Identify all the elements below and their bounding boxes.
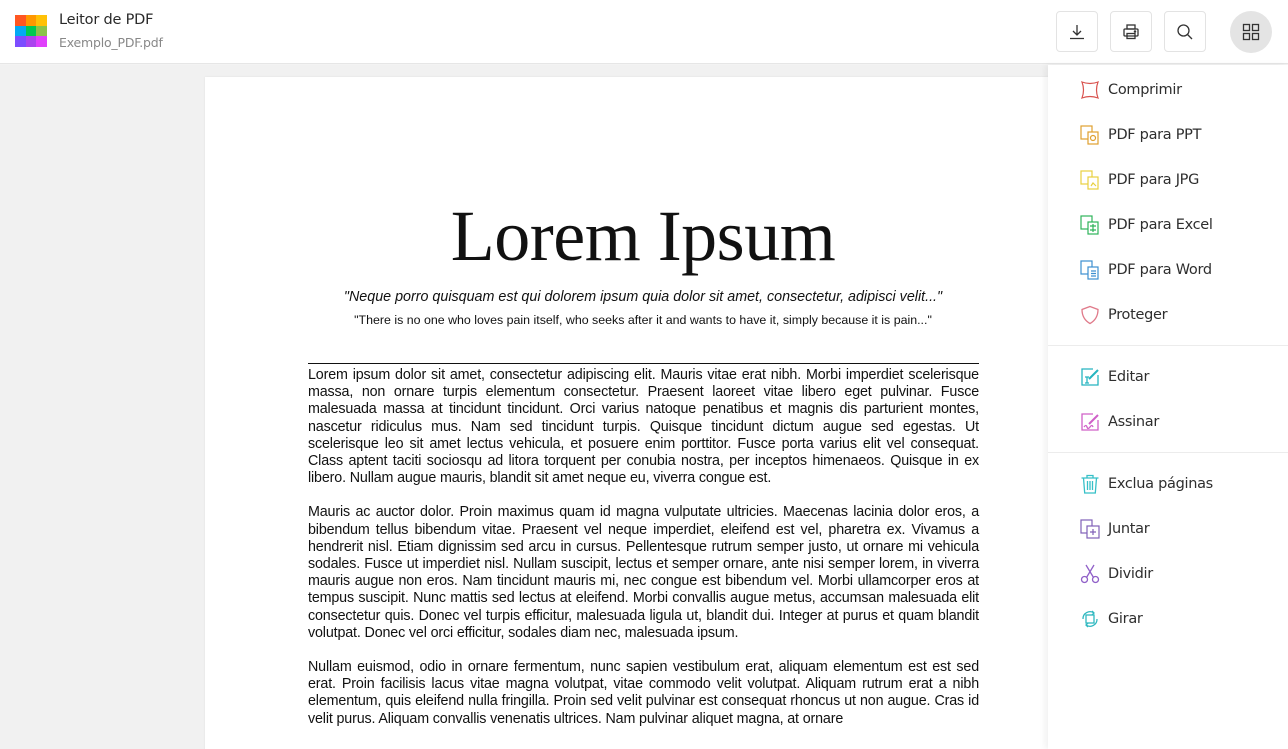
search-button[interactable] xyxy=(1164,11,1206,52)
trash-icon xyxy=(1079,473,1101,495)
app-header xyxy=(0,0,1288,64)
pdf-to-excel-icon xyxy=(1079,214,1101,236)
menu-item-protect[interactable]: Proteger xyxy=(1048,292,1288,337)
menu-item-split[interactable]: Dividir xyxy=(1048,551,1288,596)
logo-tile xyxy=(36,36,47,47)
horizontal-rule xyxy=(308,363,979,364)
sign-icon xyxy=(1079,411,1101,433)
app-logo-icon xyxy=(15,15,47,47)
tools-panel xyxy=(1048,65,1288,749)
download-button[interactable] xyxy=(1056,11,1098,52)
menu-item-merge[interactable]: Juntar xyxy=(1048,506,1288,551)
menu-group-pages xyxy=(1048,453,1288,649)
menu-item-rotate[interactable]: Girar xyxy=(1048,596,1288,641)
apps-menu-button[interactable] xyxy=(1230,11,1272,53)
search-icon xyxy=(1176,23,1194,41)
logo-tile xyxy=(15,26,26,37)
logo-tile xyxy=(15,36,26,47)
pdf-to-word-icon xyxy=(1079,259,1101,281)
menu-item-edit[interactable]: Editar xyxy=(1048,354,1288,399)
grid-icon xyxy=(1242,23,1260,41)
compress-icon xyxy=(1079,79,1101,101)
download-icon xyxy=(1068,23,1086,41)
logo-tile xyxy=(36,15,47,26)
merge-icon xyxy=(1079,518,1101,540)
document-body xyxy=(308,367,979,745)
rotate-icon xyxy=(1079,608,1101,630)
menu-item-sign[interactable]: Assinar xyxy=(1048,399,1288,444)
menu-group-convert xyxy=(1048,65,1288,346)
paragraph: Mauris ac auctor dolor. Proin maximus quam id magna vulputate ultricies. Maecenas lacinia dolor eros, a bibendum tellus bibendum vitae. Praesent vel neque imperdiet, eleifend est vel, pharetra ex. Vivamus a hendrerit nisl. Etiam dignissim sed arcu in cursus. Pellentesque rutrum semper justo, ut ornare mi vehicula sodales. Fusce ut imperdiet nisl. Nullam suscipit, lectus et semper ornare, ante nisi semper lorem, in viverra mauris augue non eros. Nam tincidunt mauris mi, nec congue est bibendum vel. Morbi ullamcorper eros at tempus suscipit. Nunc mattis sed lectus at eleifend. Morbi convallis augue metus, accumsan malesuada elit consectetur quis. Donec vel turpis efficitur, malesuada ligula ut, blandit dui. Integer at purus et quam blandit volutpat. Donec vel orci efficitur, sodales diam nec, malesuada ipsum. xyxy=(308,504,979,641)
menu-group-edit xyxy=(1048,346,1288,453)
shield-icon xyxy=(1079,304,1101,326)
edit-icon xyxy=(1079,366,1101,388)
document-title: Lorem Ipsum xyxy=(450,196,836,276)
menu-item-pdf-to-ppt[interactable]: PDF para PPT xyxy=(1048,112,1288,157)
menu-item-compress[interactable]: Comprimir xyxy=(1048,67,1288,112)
logo-tile xyxy=(26,26,37,37)
printer-icon xyxy=(1122,23,1140,41)
logo-tile xyxy=(36,26,47,37)
quote-english: "There is no one who loves pain itself, who seeks after it and wants to have it, simply because it is pain..." xyxy=(354,313,932,327)
menu-item-delete-pages[interactable]: Exclua páginas xyxy=(1048,461,1288,506)
logo-tile xyxy=(15,15,26,26)
app-title: Leitor de PDF xyxy=(59,12,154,28)
pdf-to-jpg-icon xyxy=(1079,169,1101,191)
pdf-page xyxy=(205,77,1048,749)
paragraph: Nullam euismod, odio in ornare fermentum, nunc sapien vestibulum erat, aliquam elementum est est sed erat. Proin facilisis lacus vitae magna volutpat, vitae commodo velit volutpat. Aliquam rutrum erat a nibh elementum, quis eleifend nulla fringilla. Proin sed velit pulvinar est consequat rhoncus ut non augue. Cras id velit purus. Aliquam convallis venenatis ultrices. Nam pulvinar aliquet magna, at ornare xyxy=(308,659,979,727)
file-name: Exemplo_PDF.pdf xyxy=(59,35,163,50)
paragraph: Lorem ipsum dolor sit amet, consectetur adipiscing elit. Mauris vitae erat nibh. Morbi imperdiet scelerisque massa, non ornare turpis elementum consectetur. Praesent laoreet vitae libero eget pulvinar. Fusce malesuada massa at tincidunt tincidunt. Orci varius natoque penatibus et magnis dis parturient montes, nascetur ridiculus mus. Nam sed tincidunt turpis. Quisque tincidunt dictum augue sed egestas. Ut scelerisque leo sit amet lectus vehicula, et posuere enim porttitor. Fusce porta varius elit vel consequat. Class aptent taciti sociosqu ad litora torquent per conubia nostra, per inceptos himenaeos. Quisque in ex libero. Nullam augue mauris, blandit sit amet neque eu, viverra congue est. xyxy=(308,367,979,487)
print-button[interactable] xyxy=(1110,11,1152,52)
scissors-icon xyxy=(1079,563,1101,585)
menu-item-pdf-to-word[interactable]: PDF para Word xyxy=(1048,247,1288,292)
document-viewer[interactable] xyxy=(0,65,1048,749)
logo-tile xyxy=(26,15,37,26)
logo-tile xyxy=(26,36,37,47)
menu-item-pdf-to-jpg[interactable]: PDF para JPG xyxy=(1048,157,1288,202)
quote-latin: "Neque porro quisquam est qui dolorem ipsum quia dolor sit amet, consectetur, adipisci velit..." xyxy=(343,289,943,305)
pdf-to-ppt-icon xyxy=(1079,124,1101,146)
menu-item-pdf-to-excel[interactable]: PDF para Excel xyxy=(1048,202,1288,247)
